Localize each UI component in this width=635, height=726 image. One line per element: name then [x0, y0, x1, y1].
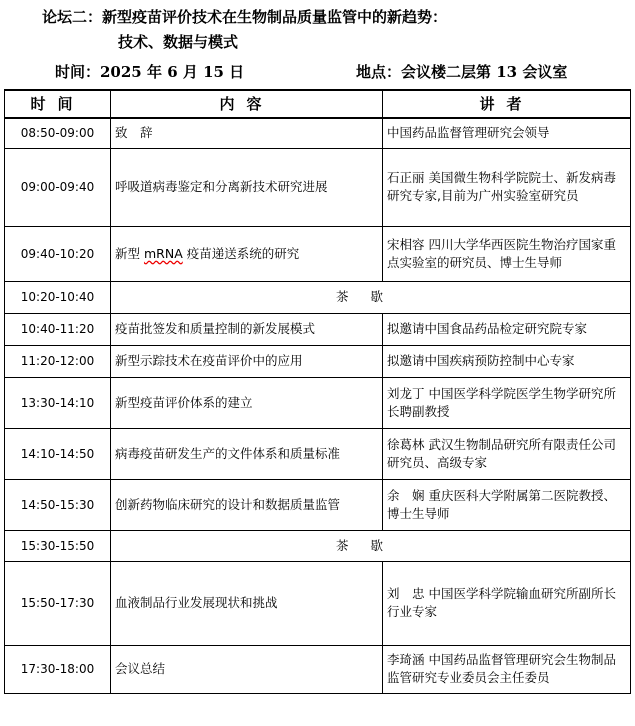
table-row — [5, 313, 631, 345]
tea-break: 茶歇 — [111, 530, 631, 561]
tea-break: 茶歇 — [111, 281, 631, 313]
row-topic: 创新药物临床研究的设计和数据质量监管 — [111, 479, 383, 530]
row-time: 08:50-09:00 — [5, 118, 111, 148]
row-time: 10:40-11:20 — [5, 313, 111, 345]
row-speaker: 李琦涵 中国药品监督管理研究会生物制品监管研究专业委员会主任委员 — [383, 645, 631, 693]
row-speaker: 石正丽 美国微生物科学院院士、新发病毒研究专家,目前为广州实验室研究员 — [383, 148, 631, 226]
table-row — [5, 377, 631, 428]
topic-post: 疫苗递送系统的研究 — [182, 245, 300, 261]
table-row — [5, 148, 631, 226]
table-header-row — [5, 90, 631, 118]
table-row — [5, 345, 631, 377]
row-time: 11:20-12:00 — [5, 345, 111, 377]
table-row-break — [5, 281, 631, 313]
row-time: 14:10-14:50 — [5, 428, 111, 479]
row-time: 13:30-14:10 — [5, 377, 111, 428]
forum-title: 论坛二：新型疫苗评价技术在生物制品质量监管中的新趋势： — [42, 8, 448, 26]
table-row — [5, 561, 631, 645]
spellcheck-mark: mRNA — [143, 245, 183, 261]
row-speaker: 中国药品监督管理研究会领导 — [383, 118, 631, 148]
row-speaker: 拟邀请中国疾病预防控制中心专家 — [383, 345, 631, 377]
header-content: 内容 — [111, 90, 383, 118]
row-time: 09:40-10:20 — [5, 226, 111, 281]
table-row — [5, 118, 631, 148]
row-topic: 血液制品行业发展现状和挑战 — [111, 561, 383, 645]
row-time: 17:30-18:00 — [5, 645, 111, 693]
table-row — [5, 428, 631, 479]
speaker-line-2: 行业专家 — [387, 604, 438, 619]
row-speaker — [383, 561, 631, 645]
row-speaker: 宋相容 四川大学华西医院生物治疗国家重点实验室的研究员、博士生导师 — [383, 226, 631, 281]
event-location: 地点：会议楼二层第 13 会议室 — [356, 63, 568, 81]
speaker-line: 刘 忠 中国医学科学院输血研究所副所长 — [387, 586, 616, 601]
event-time: 时间：2025 年 6 月 15 日 — [55, 63, 245, 81]
table-row — [5, 479, 631, 530]
row-speaker: 拟邀请中国食品药品检定研究院专家 — [383, 313, 631, 345]
row-topic: 致 辞 — [111, 118, 383, 148]
row-topic: 新型疫苗评价体系的建立 — [111, 377, 383, 428]
row-topic: 呼吸道病毒鉴定和分离新技术研究进展 — [111, 148, 383, 226]
row-speaker: 刘龙丁 中国医学科学院医学生物学研究所长聘副教授 — [383, 377, 631, 428]
forum-subtitle: 技术、数据与模式 — [118, 33, 239, 51]
row-time: 09:00-09:40 — [5, 148, 111, 226]
topic-pre: 新型 — [115, 245, 144, 261]
row-topic — [111, 226, 383, 281]
row-topic: 新型示踪技术在疫苗评价中的应用 — [111, 345, 383, 377]
table-row — [5, 226, 631, 281]
table-row — [5, 645, 631, 693]
row-time: 10:20-10:40 — [5, 281, 111, 313]
row-speaker: 余 娴 重庆医科大学附属第二医院教授、博士生导师 — [383, 479, 631, 530]
row-time: 14:50-15:30 — [5, 479, 111, 530]
header-speaker: 讲者 — [383, 90, 631, 118]
row-topic: 疫苗批签发和质量控制的新发展模式 — [111, 313, 383, 345]
agenda-table — [4, 89, 631, 694]
row-time: 15:30-15:50 — [5, 530, 111, 561]
table-row-break — [5, 530, 631, 561]
header-time: 时间 — [5, 90, 111, 118]
row-time: 15:50-17:30 — [5, 561, 111, 645]
row-speaker: 徐葛林 武汉生物制品研究所有限责任公司研究员、高级专家 — [383, 428, 631, 479]
row-topic: 病毒疫苗研发生产的文件体系和质量标准 — [111, 428, 383, 479]
row-topic: 会议总结 — [111, 645, 383, 693]
